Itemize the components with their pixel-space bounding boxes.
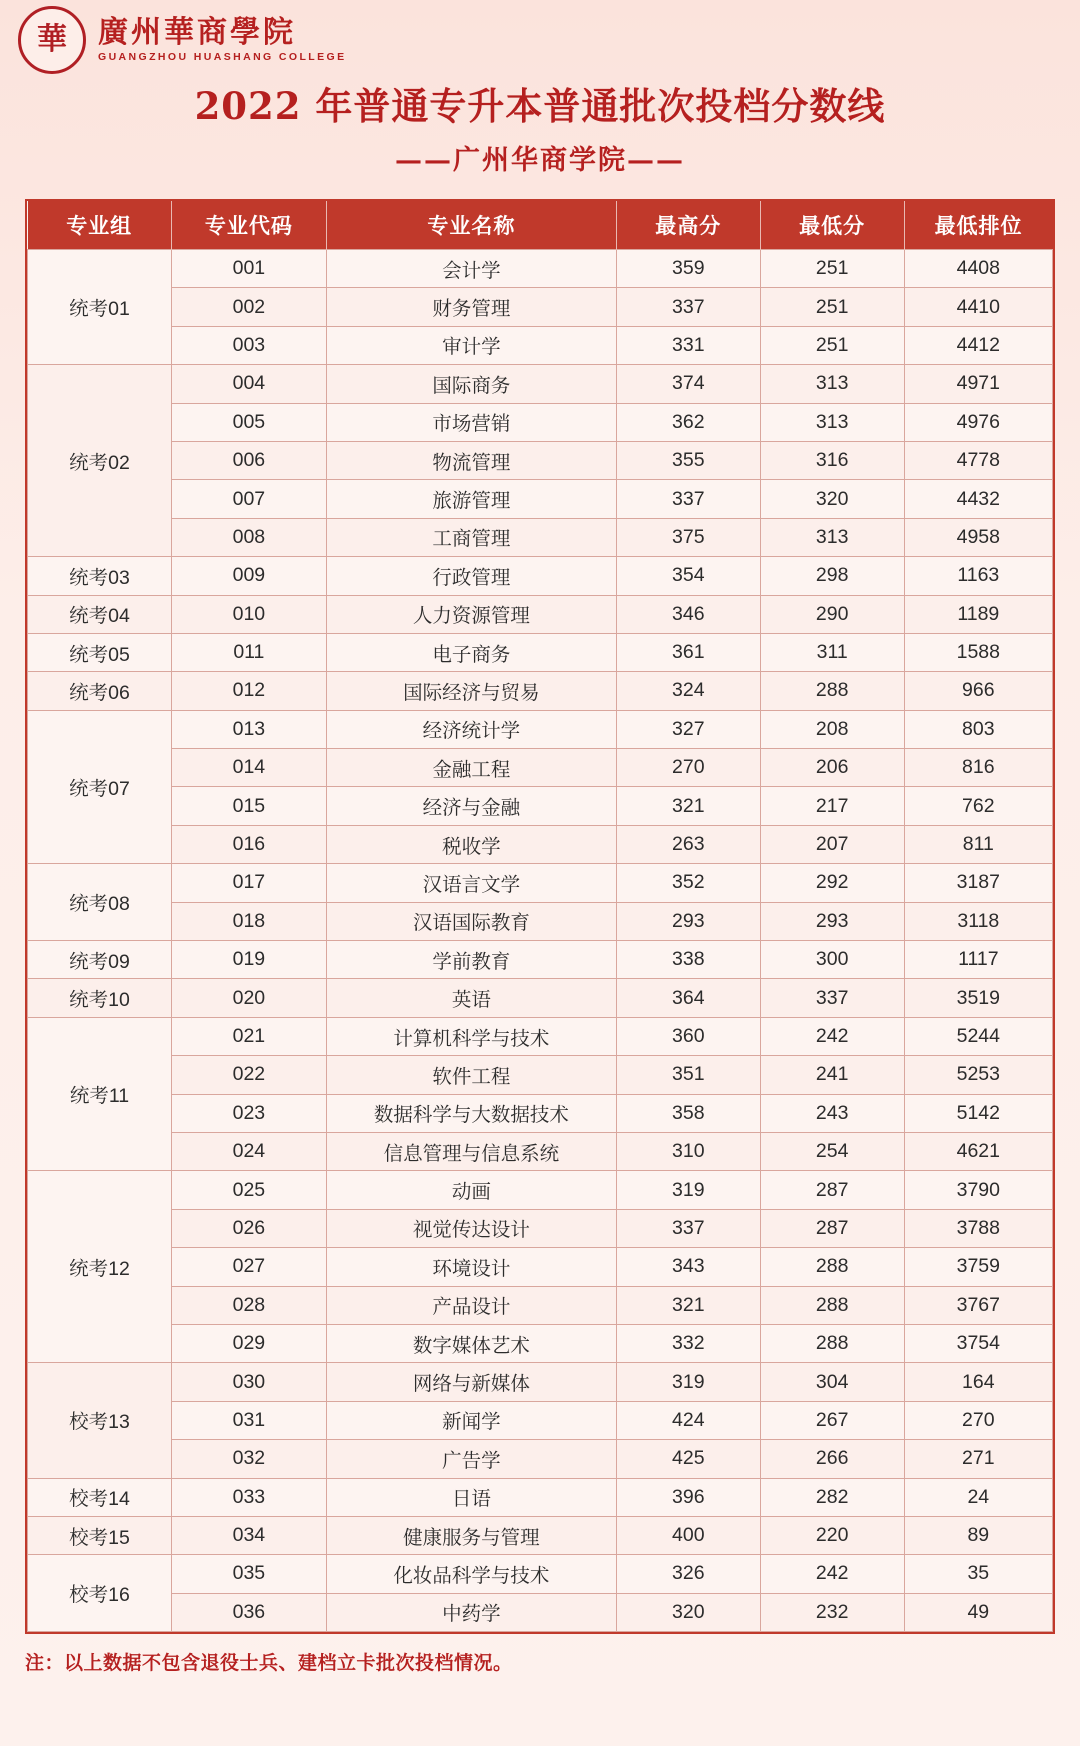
table-row: [28, 672, 1053, 710]
cell-code: 005: [171, 403, 326, 441]
cell-rank: 3754: [904, 1324, 1052, 1362]
cell-name: 日语: [326, 1478, 616, 1516]
table-row: [28, 1516, 1053, 1554]
cell-max: 355: [616, 441, 760, 479]
table-row: [28, 1401, 1053, 1439]
cell-name: 国际经济与贸易: [326, 672, 616, 710]
cell-min: 217: [760, 787, 904, 825]
cell-rank: 811: [904, 825, 1052, 863]
scores-table: [27, 201, 1053, 1632]
cell-rank: 4408: [904, 250, 1052, 288]
cell-rank: 4976: [904, 403, 1052, 441]
table-row: [28, 1171, 1053, 1209]
school-logo-icon: [18, 6, 86, 74]
cell-group: 统考05: [28, 633, 172, 671]
cell-code: 030: [171, 1363, 326, 1401]
school-name-cn: 廣州華商學院: [98, 14, 296, 50]
cell-code: 003: [171, 326, 326, 364]
cell-rank: 1588: [904, 633, 1052, 671]
footnote: 注：以上数据不包含退役士兵、建档立卡批次投档情况。: [25, 1653, 513, 1675]
cell-rank: 3788: [904, 1209, 1052, 1247]
table-body: [28, 250, 1053, 1632]
cell-max: 327: [616, 710, 760, 748]
cell-code: 020: [171, 979, 326, 1017]
cell-code: 014: [171, 749, 326, 787]
cell-code: 006: [171, 441, 326, 479]
cell-min: 266: [760, 1440, 904, 1478]
cell-name: 软件工程: [326, 1056, 616, 1094]
cell-group: 统考01: [28, 250, 172, 365]
brand-header: [0, 0, 1080, 70]
cell-name: 金融工程: [326, 749, 616, 787]
cell-min: 288: [760, 1324, 904, 1362]
table-row: [28, 1209, 1053, 1247]
cell-min: 282: [760, 1478, 904, 1516]
cell-group: 校考14: [28, 1478, 172, 1516]
table-row: [28, 365, 1053, 403]
cell-code: 001: [171, 250, 326, 288]
cell-max: 337: [616, 480, 760, 518]
cell-name: 国际商务: [326, 365, 616, 403]
cell-max: 324: [616, 672, 760, 710]
cell-rank: 3767: [904, 1286, 1052, 1324]
cell-group: 统考12: [28, 1171, 172, 1363]
cell-max: 375: [616, 518, 760, 556]
cell-min: 207: [760, 825, 904, 863]
cell-max: 346: [616, 595, 760, 633]
cell-name: 新闻学: [326, 1401, 616, 1439]
cell-min: 220: [760, 1516, 904, 1554]
cell-min: 243: [760, 1094, 904, 1132]
table-row: [28, 787, 1053, 825]
cell-max: 270: [616, 749, 760, 787]
cell-max: 293: [616, 902, 760, 940]
cell-max: 359: [616, 250, 760, 288]
table-row: [28, 825, 1053, 863]
cell-code: 007: [171, 480, 326, 518]
cell-max: 425: [616, 1440, 760, 1478]
cell-name: 中药学: [326, 1593, 616, 1631]
column-header-group: 专业组: [28, 201, 172, 250]
cell-min: 251: [760, 326, 904, 364]
cell-name: 市场营销: [326, 403, 616, 441]
cell-rank: 35: [904, 1555, 1052, 1593]
table-row: [28, 1056, 1053, 1094]
cell-name: 产品设计: [326, 1286, 616, 1324]
table-row: [28, 633, 1053, 671]
cell-min: 242: [760, 1555, 904, 1593]
column-header-min: 最低分: [760, 201, 904, 250]
cell-max: 321: [616, 1286, 760, 1324]
cell-code: 022: [171, 1056, 326, 1094]
cell-max: 263: [616, 825, 760, 863]
table-row: [28, 749, 1053, 787]
cell-rank: 271: [904, 1440, 1052, 1478]
cell-rank: 4410: [904, 288, 1052, 326]
cell-min: 316: [760, 441, 904, 479]
cell-name: 计算机科学与技术: [326, 1017, 616, 1055]
cell-rank: 4432: [904, 480, 1052, 518]
cell-min: 290: [760, 595, 904, 633]
cell-group: 统考09: [28, 941, 172, 979]
cell-code: 016: [171, 825, 326, 863]
table-row: [28, 518, 1053, 556]
table-row: [28, 1478, 1053, 1516]
table-row: [28, 1248, 1053, 1286]
cell-code: 029: [171, 1324, 326, 1362]
cell-rank: 966: [904, 672, 1052, 710]
cell-name: 动画: [326, 1171, 616, 1209]
cell-min: 267: [760, 1401, 904, 1439]
cell-group: 校考13: [28, 1363, 172, 1478]
cell-rank: 89: [904, 1516, 1052, 1554]
cell-group: 校考16: [28, 1555, 172, 1632]
cell-name: 物流管理: [326, 441, 616, 479]
cell-code: 011: [171, 633, 326, 671]
cell-rank: 5142: [904, 1094, 1052, 1132]
table-row: [28, 941, 1053, 979]
table-row: [28, 864, 1053, 902]
cell-min: 254: [760, 1132, 904, 1170]
cell-group: 统考02: [28, 365, 172, 557]
cell-name: 视觉传达设计: [326, 1209, 616, 1247]
cell-rank: 164: [904, 1363, 1052, 1401]
cell-rank: 5244: [904, 1017, 1052, 1055]
table-row: [28, 979, 1053, 1017]
cell-code: 033: [171, 1478, 326, 1516]
cell-rank: 49: [904, 1593, 1052, 1631]
cell-code: 035: [171, 1555, 326, 1593]
cell-max: 338: [616, 941, 760, 979]
table-row: [28, 403, 1053, 441]
cell-code: 028: [171, 1286, 326, 1324]
cell-max: 362: [616, 403, 760, 441]
cell-name: 英语: [326, 979, 616, 1017]
cell-min: 288: [760, 672, 904, 710]
cell-code: 010: [171, 595, 326, 633]
cell-name: 人力资源管理: [326, 595, 616, 633]
cell-code: 002: [171, 288, 326, 326]
cell-rank: 4958: [904, 518, 1052, 556]
cell-min: 292: [760, 864, 904, 902]
column-header-code: 专业代码: [171, 201, 326, 250]
cell-rank: 5253: [904, 1056, 1052, 1094]
cell-min: 232: [760, 1593, 904, 1631]
column-header-name: 专业名称: [326, 201, 616, 250]
cell-code: 009: [171, 557, 326, 595]
cell-rank: 3519: [904, 979, 1052, 1017]
cell-name: 健康服务与管理: [326, 1516, 616, 1554]
cell-min: 337: [760, 979, 904, 1017]
table-row: [28, 288, 1053, 326]
cell-rank: 1117: [904, 941, 1052, 979]
cell-max: 331: [616, 326, 760, 364]
cell-name: 经济统计学: [326, 710, 616, 748]
table-row: [28, 1440, 1053, 1478]
cell-name: 财务管理: [326, 288, 616, 326]
cell-max: 354: [616, 557, 760, 595]
column-header-max: 最高分: [616, 201, 760, 250]
cell-min: 287: [760, 1209, 904, 1247]
cell-rank: 3118: [904, 902, 1052, 940]
table-row: [28, 1363, 1053, 1401]
cell-min: 208: [760, 710, 904, 748]
cell-max: 319: [616, 1171, 760, 1209]
school-name-block: [98, 14, 347, 64]
cell-min: 298: [760, 557, 904, 595]
table-row: [28, 480, 1053, 518]
cell-rank: 3790: [904, 1171, 1052, 1209]
cell-min: 320: [760, 480, 904, 518]
cell-name: 化妆品科学与技术: [326, 1555, 616, 1593]
cell-code: 015: [171, 787, 326, 825]
cell-name: 行政管理: [326, 557, 616, 595]
page-subtitle: ——广州华商学院——: [395, 145, 685, 176]
cell-name: 数据科学与大数据技术: [326, 1094, 616, 1132]
cell-min: 300: [760, 941, 904, 979]
cell-max: 361: [616, 633, 760, 671]
cell-name: 电子商务: [326, 633, 616, 671]
table-head: [28, 201, 1053, 250]
school-logo-glyph: 華: [37, 22, 67, 57]
cell-max: 364: [616, 979, 760, 1017]
cell-code: 025: [171, 1171, 326, 1209]
cell-group: 校考15: [28, 1516, 172, 1554]
table-header-row: [28, 201, 1053, 250]
cell-group: 统考07: [28, 710, 172, 864]
cell-name: 经济与金融: [326, 787, 616, 825]
cell-code: 026: [171, 1209, 326, 1247]
cell-name: 数字媒体艺术: [326, 1324, 616, 1362]
cell-name: 旅游管理: [326, 480, 616, 518]
cell-group: 统考11: [28, 1017, 172, 1171]
cell-name: 环境设计: [326, 1248, 616, 1286]
cell-name: 工商管理: [326, 518, 616, 556]
cell-max: 352: [616, 864, 760, 902]
cell-name: 税收学: [326, 825, 616, 863]
cell-name: 广告学: [326, 1440, 616, 1478]
cell-code: 017: [171, 864, 326, 902]
cell-min: 313: [760, 518, 904, 556]
scores-table-container: [25, 199, 1055, 1634]
cell-rank: 4412: [904, 326, 1052, 364]
cell-max: 358: [616, 1094, 760, 1132]
cell-code: 012: [171, 672, 326, 710]
cell-group: 统考03: [28, 557, 172, 595]
cell-group: 统考08: [28, 864, 172, 941]
cell-code: 023: [171, 1094, 326, 1132]
cell-max: 319: [616, 1363, 760, 1401]
cell-group: 统考04: [28, 595, 172, 633]
cell-rank: 1189: [904, 595, 1052, 633]
table-row: [28, 1094, 1053, 1132]
cell-max: 360: [616, 1017, 760, 1055]
cell-max: 326: [616, 1555, 760, 1593]
cell-min: 206: [760, 749, 904, 787]
cell-rank: 24: [904, 1478, 1052, 1516]
cell-min: 304: [760, 1363, 904, 1401]
cell-group: 统考06: [28, 672, 172, 710]
cell-code: 018: [171, 902, 326, 940]
cell-code: 008: [171, 518, 326, 556]
cell-code: 004: [171, 365, 326, 403]
school-name-en: GUANGZHOU HUASHANG COLLEGE: [98, 51, 347, 64]
cell-min: 288: [760, 1248, 904, 1286]
cell-max: 424: [616, 1401, 760, 1439]
table-row: [28, 595, 1053, 633]
cell-rank: 3187: [904, 864, 1052, 902]
cell-rank: 3759: [904, 1248, 1052, 1286]
cell-max: 320: [616, 1593, 760, 1631]
table-row: [28, 441, 1053, 479]
cell-name: 会计学: [326, 250, 616, 288]
cell-max: 332: [616, 1324, 760, 1362]
cell-max: 343: [616, 1248, 760, 1286]
cell-min: 288: [760, 1286, 904, 1324]
table-row: [28, 710, 1053, 748]
cell-rank: 803: [904, 710, 1052, 748]
cell-rank: 270: [904, 1401, 1052, 1439]
cell-code: 032: [171, 1440, 326, 1478]
cell-rank: 4778: [904, 441, 1052, 479]
cell-code: 019: [171, 941, 326, 979]
cell-max: 374: [616, 365, 760, 403]
cell-rank: 816: [904, 749, 1052, 787]
page-title: 2022 年普通专升本普通批次投档分数线: [194, 84, 886, 128]
cell-name: 汉语言文学: [326, 864, 616, 902]
column-header-rank: 最低排位: [904, 201, 1052, 250]
cell-name: 汉语国际教育: [326, 902, 616, 940]
cell-min: 313: [760, 403, 904, 441]
table-row: [28, 1324, 1053, 1362]
cell-code: 027: [171, 1248, 326, 1286]
cell-min: 313: [760, 365, 904, 403]
table-row: [28, 1286, 1053, 1324]
cell-code: 021: [171, 1017, 326, 1055]
cell-rank: 4621: [904, 1132, 1052, 1170]
table-row: [28, 902, 1053, 940]
cell-code: 036: [171, 1593, 326, 1631]
cell-min: 251: [760, 250, 904, 288]
table-row: [28, 557, 1053, 595]
table-row: [28, 326, 1053, 364]
cell-max: 351: [616, 1056, 760, 1094]
cell-max: 310: [616, 1132, 760, 1170]
cell-min: 293: [760, 902, 904, 940]
cell-name: 学前教育: [326, 941, 616, 979]
cell-rank: 762: [904, 787, 1052, 825]
cell-max: 337: [616, 288, 760, 326]
cell-max: 400: [616, 1516, 760, 1554]
table-row: [28, 1593, 1053, 1631]
cell-min: 242: [760, 1017, 904, 1055]
cell-rank: 4971: [904, 365, 1052, 403]
cell-min: 311: [760, 633, 904, 671]
cell-code: 034: [171, 1516, 326, 1554]
table-row: [28, 1017, 1053, 1055]
cell-name: 信息管理与信息系统: [326, 1132, 616, 1170]
cell-name: 网络与新媒体: [326, 1363, 616, 1401]
cell-max: 321: [616, 787, 760, 825]
cell-name: 审计学: [326, 326, 616, 364]
table-row: [28, 250, 1053, 288]
table-row: [28, 1132, 1053, 1170]
cell-max: 337: [616, 1209, 760, 1247]
cell-code: 024: [171, 1132, 326, 1170]
cell-code: 031: [171, 1401, 326, 1439]
cell-min: 287: [760, 1171, 904, 1209]
cell-group: 统考10: [28, 979, 172, 1017]
cell-code: 013: [171, 710, 326, 748]
cell-min: 251: [760, 288, 904, 326]
cell-min: 241: [760, 1056, 904, 1094]
cell-rank: 1163: [904, 557, 1052, 595]
table-row: [28, 1555, 1053, 1593]
cell-max: 396: [616, 1478, 760, 1516]
